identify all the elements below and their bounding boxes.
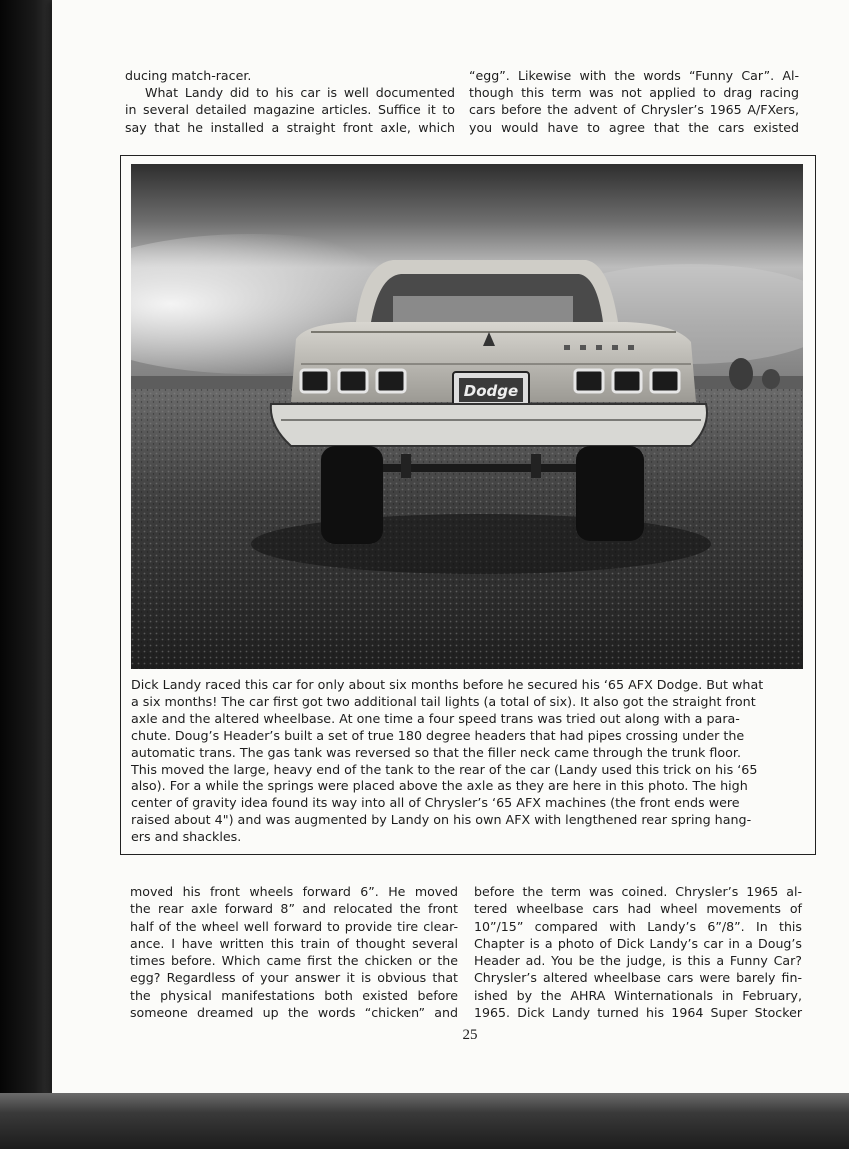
caption-line: a six months! The car first got two additional tail lights (a total of six). It also got the straight front <box>131 693 756 709</box>
text-line: you would have to agree that the cars existed <box>469 119 799 135</box>
top-right-column <box>469 67 799 136</box>
text-line: egg? Regardless of your answer it is obvious that <box>130 970 458 986</box>
page-number: 25 <box>462 1027 478 1043</box>
text-line: someone dreamed up the words “chicken” and <box>130 1005 458 1021</box>
caption-line: raised about 4") and was augmented by Landy on his own AFX with lengthened rear spring hang- <box>131 812 752 828</box>
text-line: the rear axle forward 8” and relocated the front <box>130 901 458 917</box>
scan-edge-left <box>0 0 58 1149</box>
text-line: the physical manifestations both existed before <box>130 987 458 1003</box>
photo-caption <box>131 677 805 846</box>
top-left-column <box>125 67 455 136</box>
text-line: 1965. Dick Landy turned his 1964 Super Stocker <box>474 1005 802 1021</box>
text-line: times before. Which came first the chicken or the <box>130 953 458 969</box>
text-line: though this term was not applied to drag racing <box>469 85 799 101</box>
bottom-right-column <box>474 883 802 1021</box>
caption-line: center of gravity idea found its way into all of Chrysler’s ‘65 AFX machines (the front ends were <box>131 795 740 811</box>
scan-edge-bottom <box>0 1093 849 1149</box>
text-line: Chapter is a photo of Dick Landy’s car in a Doug’s <box>474 935 802 951</box>
text-line: ance. I have written this train of thought several <box>130 935 458 951</box>
text-line: say that he installed a straight front axle, which <box>125 119 455 135</box>
bottom-left-column <box>130 883 458 1021</box>
text-line: cars before the advent of Chrysler’s 1965 A/FXers, <box>469 102 799 118</box>
plate-text: Dodge <box>463 382 519 400</box>
figure <box>120 155 816 855</box>
text-line: before the term was coined. Chrysler’s 1965 al- <box>474 884 802 899</box>
text-line: moved his front wheels forward 6”. He moved <box>130 884 458 899</box>
caption-line: ers and shackles. <box>131 829 242 845</box>
dodge-rear-photo <box>131 164 803 669</box>
caption-line: automatic trans. The gas tank was reversed so that the filler neck came through the trunk floor. <box>131 744 742 760</box>
text-line: ducing match-racer. <box>125 68 252 83</box>
text-line: Header ad. You be the judge, is this a Funny Car? <box>474 953 802 969</box>
text-line: 10”/15” compared with Landy’s 6”/8”. In this <box>474 918 802 934</box>
text-line: tered wheelbase cars had wheel movements of <box>474 901 802 917</box>
text-line: Chrysler’s altered wheelbase cars were barely fin- <box>474 970 802 986</box>
caption-line: chute. Doug’s Header’s built a set of true 180 degree headers that had pipes crossing under the <box>131 727 745 743</box>
caption-line: also). For a while the springs were placed above the axle as they are here in this photo. The high <box>131 778 748 794</box>
text-line: half of the wheel well forward to provide tire clear- <box>130 918 458 934</box>
text-line: “egg”. Likewise with the words “Funny Car”. Al- <box>469 68 799 83</box>
text-line: ished by the AHRA Winternationals in February, <box>474 987 802 1003</box>
text-line: What Landy did to his car is well documented <box>145 85 455 101</box>
text-line: in several detailed magazine articles. Suffice it to <box>125 102 455 118</box>
caption-line: axle and the altered wheelbase. At one time a four speed trans was tried out along with a para- <box>131 710 740 726</box>
caption-line: This moved the large, heavy end of the tank to the rear of the car (Landy used this trick on his ‘65 <box>131 761 758 777</box>
caption-line: Dick Landy raced this car for only about six months before he secured his ‘65 AFX Dodge. But what <box>131 677 764 692</box>
car-photo-image <box>131 164 803 669</box>
